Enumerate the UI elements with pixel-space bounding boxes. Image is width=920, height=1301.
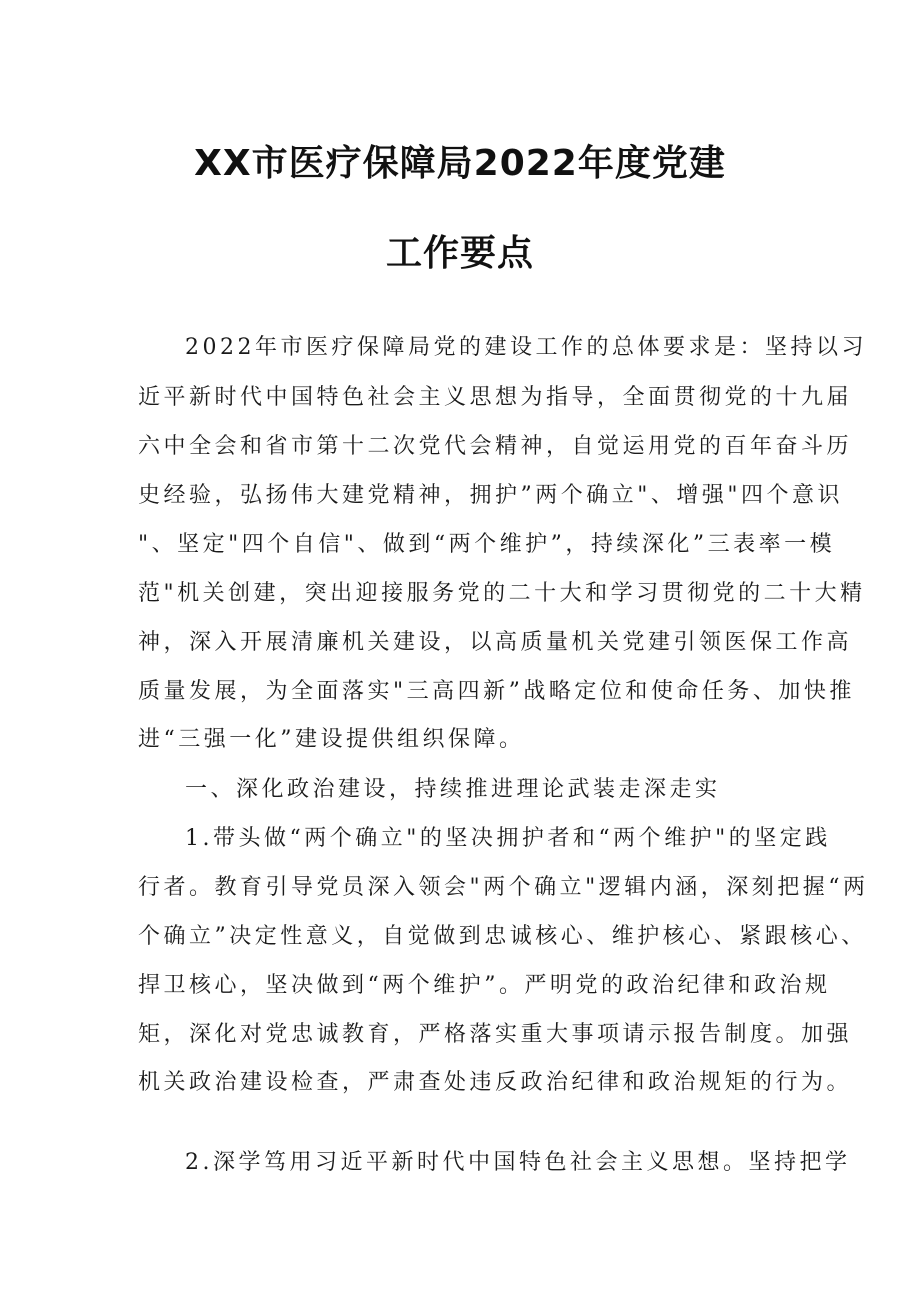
body-line: 2022年市医疗保障局党的建设工作的总体要求是：坚持以习: [185, 335, 867, 360]
body-line: 六中全会和省市第十二次党代会精神，自觉运用党的百年奋斗历: [138, 434, 853, 459]
body-line: 2.深学笃用习近平新时代中国特色社会主义思想。坚持把学: [185, 1150, 851, 1175]
document-title-line-1: XX市医疗保障局2022年度党建: [194, 143, 726, 184]
body-line: 矩，深化对党忠诚教育，严格落实重大事项请示报告制度。加强: [138, 1022, 853, 1047]
body-line: 机关政治建设检查，严肃查处违反政治纪律和政治规矩的行为。: [138, 1070, 853, 1095]
body-line: 进“三强一化”建设提供组织保障。: [138, 727, 525, 752]
body-line: 行者。教育引导党员深入领会"两个确立"逻辑内涵，深刻把握“两: [138, 875, 869, 900]
section-heading: 一、深化政治建设，持续推进理论武装走深走实: [185, 777, 721, 802]
body-line: 捍卫核心，坚决做到“两个维护”。严明党的政治纪律和政治规: [138, 973, 831, 998]
body-line: 1.带头做“两个确立"的坚决拥护者和“两个维护"的坚定践: [185, 826, 831, 851]
body-line: 个确立”决定性意义，自觉做到忠诚核心、维护核心、紧跟核心、: [138, 924, 867, 949]
body-line: 质量发展，为全面落实"三高四新”战略定位和使命任务、加快推: [138, 679, 855, 704]
body-line: 范"机关创建，突出迎接服务党的二十大和学习贯彻党的二十大精: [138, 581, 866, 606]
body-line: "、坚定"四个自信"、做到“两个维护”，持续深化”三表率一模: [138, 532, 836, 557]
body-line: 神，深入开展清廉机关建设，以高质量机关党建引领医保工作高: [138, 630, 853, 655]
document-title-line-2: 工作要点: [385, 233, 534, 274]
body-line: 史经验，弘扬伟大建党精神，拥护”两个确立"、增强"四个意识: [138, 483, 843, 508]
body-line: 近平新时代中国特色社会主义思想为指导，全面贯彻党的十九届: [138, 385, 853, 410]
